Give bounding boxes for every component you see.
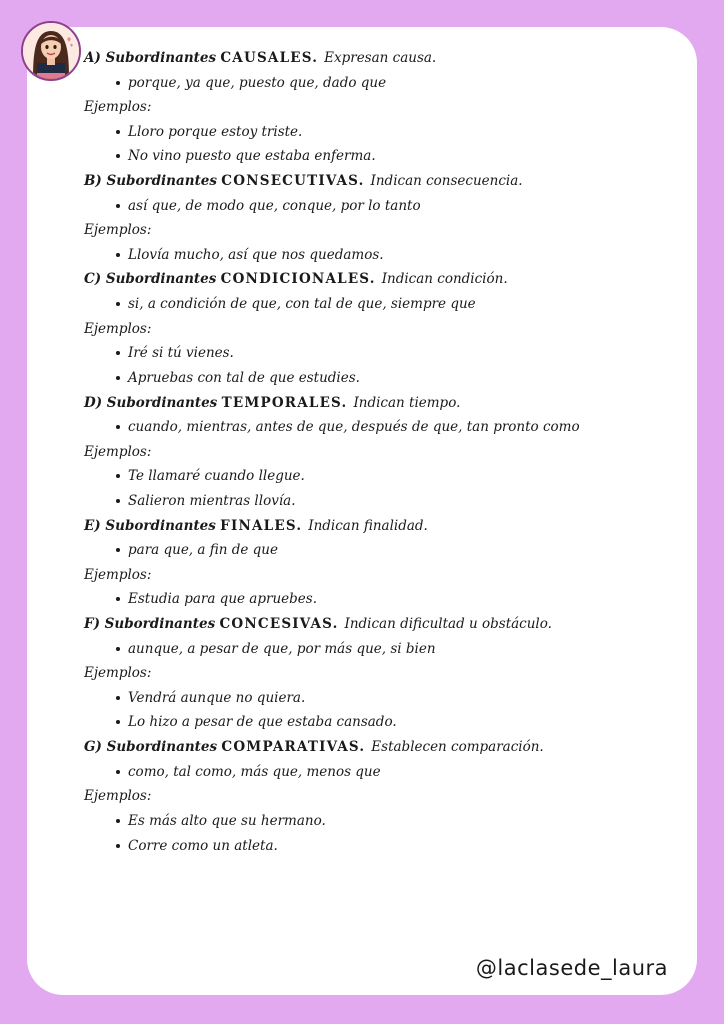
example-list-item [84,144,684,169]
connectors-text: cuando, mientras, antes de que, después de que, tan pronto como [128,419,580,436]
connectors-text: como, tal como, más que, menos que [128,763,381,780]
connectors-text: porque, ya que, puesto que, dado que [128,74,387,91]
connectors-text: así que, de modo que, conque, por lo tanto [128,197,421,214]
bullet-icon [116,770,120,774]
author-handle: @laclasede_laura [475,956,668,980]
section-category: FINALES. [220,517,303,534]
section-label: E) Subordinantes [84,517,216,534]
section-category: TEMPORALES. [221,394,348,411]
section-label: C) Subordinantes [84,271,217,288]
example-text: Llovía mucho, así que nos quedamos. [128,246,384,263]
connectors-list-item [84,194,684,219]
examples-label: Ejemplos: [84,788,152,805]
examples-label: Ejemplos: [84,566,152,583]
document-content [84,46,684,858]
example-text: Lo hizo a pesar de que estaba cansado. [128,714,397,731]
example-text: Iré si tú vienes. [128,345,234,362]
example-list-item [84,710,684,735]
examples-label: Ejemplos: [84,222,152,239]
bullet-icon [116,81,120,85]
section-description: Establecen comparación. [371,739,544,756]
example-text: Salieron mientras llovía. [128,492,296,509]
section-category: CONDICIONALES. [220,271,376,288]
connectors-list-item [84,760,684,785]
section-label: D) Subordinantes [84,394,218,411]
example-list-item [84,489,684,514]
section-heading [84,612,684,637]
section-label: F) Subordinantes [84,616,216,633]
bullet-icon [116,548,120,552]
section-heading [84,46,684,71]
bullet-icon [116,597,120,601]
bullet-icon [116,844,120,848]
section-label: B) Subordinantes [84,173,217,190]
example-list-item [84,341,684,366]
bullet-icon [116,351,120,355]
section-label: A) Subordinantes [84,50,217,66]
example-text: Es más alto que su hermano. [128,812,326,829]
example-text: No vino puesto que estaba enferma. [128,148,376,165]
section-heading [84,735,684,760]
connectors-list-item [84,415,684,440]
bullet-icon [116,720,120,724]
example-list-item [84,366,684,391]
bullet-icon [116,696,120,700]
section-category: COMPARATIVAS. [221,739,366,756]
bullet-icon [116,376,120,380]
example-text: Te llamaré cuando llegue. [128,468,305,485]
connectors-list-item [84,71,684,96]
section-category: CONSECUTIVAS. [221,173,365,190]
bullet-icon [116,499,120,503]
example-text: Vendrá aunque no quiera. [128,689,306,706]
bullet-icon [116,425,120,429]
example-text: Apruebas con tal de que estudies. [128,369,360,386]
section-category: CONCESIVAS. [219,616,339,633]
bullet-icon [116,819,120,823]
example-list-item [84,686,684,711]
section-label: G) Subordinantes [84,739,218,756]
example-list-item [84,587,684,612]
section-category: CAUSALES. [220,50,319,66]
section-heading [84,169,684,194]
bullet-icon [116,302,120,306]
example-list-item [84,120,684,145]
examples-label: Ejemplos: [84,99,152,116]
connectors-list-item [84,538,684,563]
teacher-avatar-icon [21,21,81,81]
examples-label: Ejemplos: [84,320,152,337]
connectors-text: aunque, a pesar de que, por más que, si bien [128,640,436,657]
bullet-icon [116,204,120,208]
section-description: Indican dificultad u obstáculo. [344,616,552,633]
example-list-item [84,464,684,489]
bullet-icon [116,474,120,478]
section-heading [84,391,684,416]
connectors-text: si, a condición de que, con tal de que, siempre que [128,296,476,313]
section-description: Indican tiempo. [353,394,461,411]
example-text: Lloro porque estoy triste. [128,123,303,140]
section-heading [84,514,684,539]
section-description: Indican finalidad. [308,517,428,534]
example-list-item [84,809,684,834]
examples-label: Ejemplos: [84,443,152,460]
section-description: Expresan causa. [324,50,437,66]
example-text: Corre como un atleta. [128,837,278,854]
connectors-text: para que, a fin de que [128,542,278,559]
example-list-item [84,243,684,268]
section-description: Indican consecuencia. [370,173,523,190]
section-description: Indican condición. [381,271,508,288]
bullet-icon [116,154,120,158]
examples-label: Ejemplos: [84,665,152,682]
connectors-list-item [84,637,684,662]
example-text: Estudia para que apruebes. [128,591,317,608]
example-list-item [84,834,684,859]
bullet-icon [116,253,120,257]
bullet-icon [116,647,120,651]
connectors-list-item [84,292,684,317]
section-heading [84,267,684,292]
bullet-icon [116,130,120,134]
